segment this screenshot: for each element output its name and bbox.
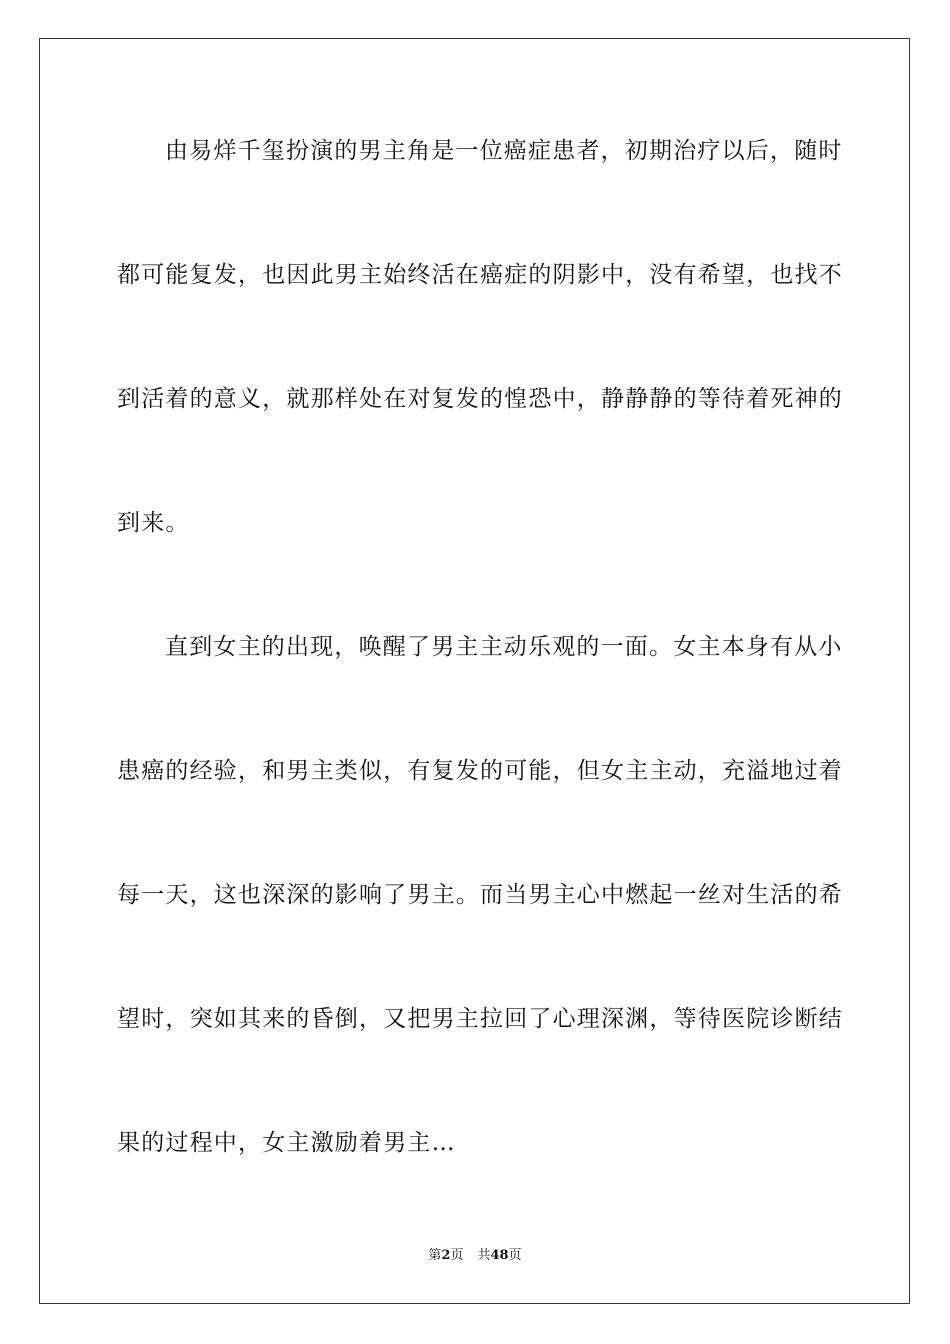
page-border — [39, 38, 910, 1304]
page-prefix: 第 — [428, 1248, 442, 1263]
paragraph-2-line-4: 望时，突如其来的昏倒，又把男主拉回了心理深渊，等待医院诊断结 — [117, 1006, 843, 1032]
total-pages-indicator — [477, 1248, 521, 1263]
total-suffix: 页 — [508, 1248, 522, 1263]
total-prefix: 共 — [477, 1248, 491, 1263]
paragraph-2-line-5: 果的过程中，女主激励着男主… — [117, 1130, 456, 1156]
total-number: 48 — [490, 1248, 509, 1263]
paragraph-2-line-3: 每一天，这也深深的影响了男主。而当男主心中燃起一丝对生活的希 — [117, 882, 843, 908]
paragraph-1-line-4: 到来。 — [117, 510, 190, 536]
page-number: 2 — [441, 1248, 451, 1263]
paragraph-1-line-3: 到活着的意义，就那样处在对复发的惶恐中，静静静的等待着死神的 — [117, 386, 843, 412]
paragraph-1-line-2: 都可能复发，也因此男主始终活在癌症的阴影中，没有希望，也找不 — [117, 262, 843, 288]
paragraph-2-line-2: 患癌的经验，和男主类似，有复发的可能，但女主主动，充溢地过着 — [117, 758, 843, 784]
paragraph-2-line-1: 直到女主的出现，唤醒了男主主动乐观的一面。女主本身有从小 — [165, 634, 843, 660]
page-footer — [0, 1246, 950, 1266]
paragraph-1-line-1: 由易烊千玺扮演的男主角是一位癌症患者，初期治疗以后，随时 — [165, 138, 843, 164]
page-suffix: 页 — [450, 1248, 464, 1263]
page-indicator — [428, 1248, 463, 1263]
